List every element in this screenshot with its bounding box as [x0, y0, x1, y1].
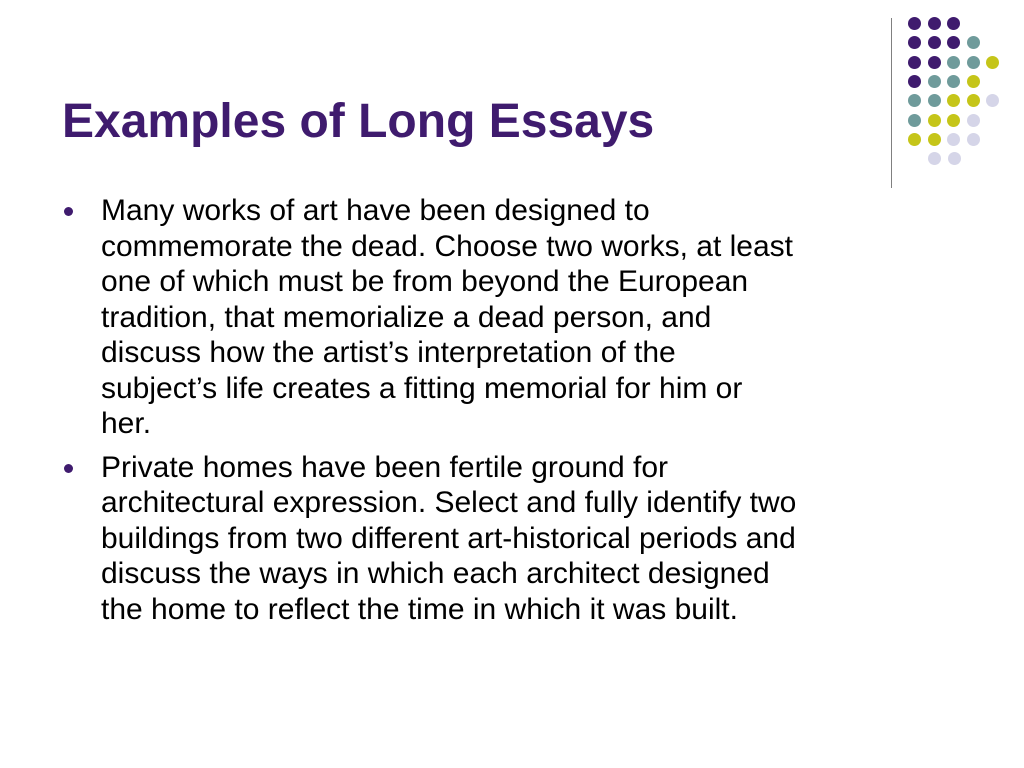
- ornament-dot: [928, 56, 941, 69]
- ornament-dot: [986, 94, 999, 107]
- ornament-dot: [928, 75, 941, 88]
- ornament-dot: [947, 114, 960, 127]
- ornament-dot: [967, 94, 980, 107]
- ornament-dot: [908, 75, 921, 88]
- ornament-dot: [947, 133, 960, 146]
- dot-grid-ornament-icon: [900, 12, 1020, 172]
- bullet-item-private-homes: [64, 450, 964, 628]
- ornament-dot: [908, 114, 921, 127]
- ornament-dot: [908, 17, 921, 30]
- ornament-dot: [948, 152, 961, 165]
- ornament-dot: [947, 36, 960, 49]
- bullet-list: [64, 193, 964, 635]
- ornament-dot: [908, 56, 921, 69]
- bullet-dot-icon: [64, 464, 73, 473]
- ornament-dot: [947, 94, 960, 107]
- ornament-dot: [908, 94, 921, 107]
- ornament-dot: [928, 94, 941, 107]
- ornament-dot: [947, 75, 960, 88]
- ornament-dot: [908, 133, 921, 146]
- ornament-dot: [986, 56, 999, 69]
- slide-title: Examples of Long Essays: [62, 95, 655, 148]
- ornament-dot: [928, 36, 941, 49]
- bullet-text: Private homes have been fertile ground for architectural expression. Select and fully identify two buildings from two different art-historical periods and discuss the ways in which each architect designed the home to reflect the time in which it was built.: [101, 450, 797, 626]
- ornament-dot: [947, 17, 960, 30]
- bullet-item-commemorate: [64, 193, 964, 442]
- ornament-dot: [967, 36, 980, 49]
- ornament-dot: [967, 75, 980, 88]
- ornament-dot: [928, 114, 941, 127]
- ornament-dot: [928, 133, 941, 146]
- bullet-text: Many works of art have been designed to commemorate the dead. Choose two works, at least one of which must be from beyond the European tradition, that memorialize a dead person, and discuss how the artist’s interpretation of the subject’s life creates a fitting memorial for him or her.: [101, 194, 793, 440]
- ornament-dot: [928, 152, 941, 165]
- ornament-dot: [967, 133, 980, 146]
- vertical-divider: [891, 18, 892, 188]
- ornament-dot: [967, 114, 980, 127]
- ornament-dot: [967, 56, 980, 69]
- ornament-dot: [928, 17, 941, 30]
- ornament-dot: [947, 56, 960, 69]
- ornament-dot: [908, 36, 921, 49]
- bullet-dot-icon: [64, 207, 73, 216]
